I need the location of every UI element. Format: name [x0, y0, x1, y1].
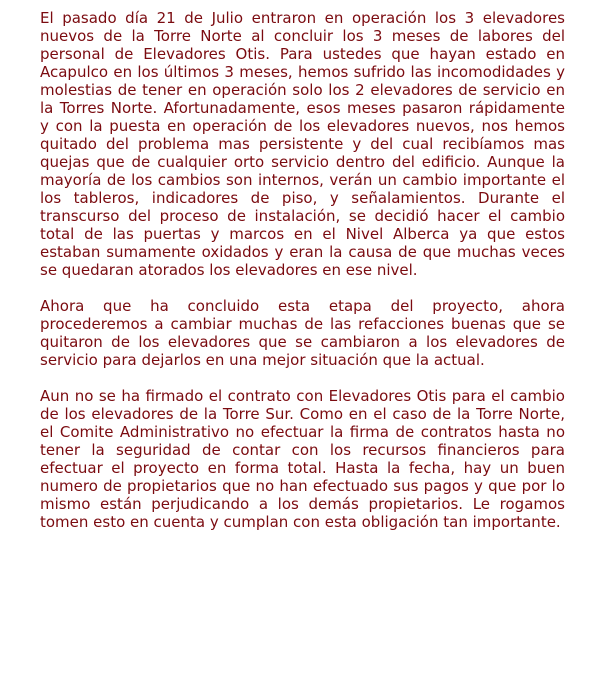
paragraph-south-tower-contract: Aun no se ha firmado el contrato con Elevadores Otis para el cambio de los elevadores de la Torre Sur. Como en el caso de la Torre Norte, el Comite Administrativo no efectuar la firma de contratos hasta no tener la seguridad de contar con los recursos financieros para efectuar el proyecto en forma total. Hasta la fecha, hay un buen numero de propietarios que no han efectuado sus pagos y que por lo mismo están perjudicando a los demás propietarios. Le rogamos tomen esto en cuenta y cumplan con esta obligación tan importante. [40, 387, 565, 531]
paragraph-elevator-installation: El pasado día 21 de Julio entraron en operación los 3 elevadores nuevos de la Torre Norte al concluir los 3 meses de labores del personal de Elevadores Otis. Para ustedes que hayan estado en Acapulco en los últimos 3 meses, hemos sufrido las incomodidades y molestias de tener en operación solo los 2 elevadores de servicio en la Torres Norte. Afortunadamente, esos meses pasaron rápidamente y con la puesta en operación de los elevadores nuevos, nos hemos quitado del problema mas persistente y del cual recibíamos mas quejas que de cualquier orto servicio dentro del edificio. Aunque la mayoría de los cambios son internos, verán un cambio importante el los tableros, indicadores de piso, y señalamientos. Durante el transcurso del proceso de instalación, se decidió hacer el cambio total de las puertas y marcos en el Nivel Alberca ya que estos estaban sumamente oxidados y eran la causa de que muchas veces se quedaran atorados los elevadores en ese nivel. [40, 9, 565, 279]
paragraph-refurbishment: Ahora que ha concluido esta etapa del proyecto, ahora procederemos a cambiar muchas de las refacciones buenas que se quitaron de los elevadores que se cambiaron a los elevadores de servicio para dejarlos en una mejor situación que la actual. [40, 297, 565, 369]
document-body [40, 9, 565, 549]
